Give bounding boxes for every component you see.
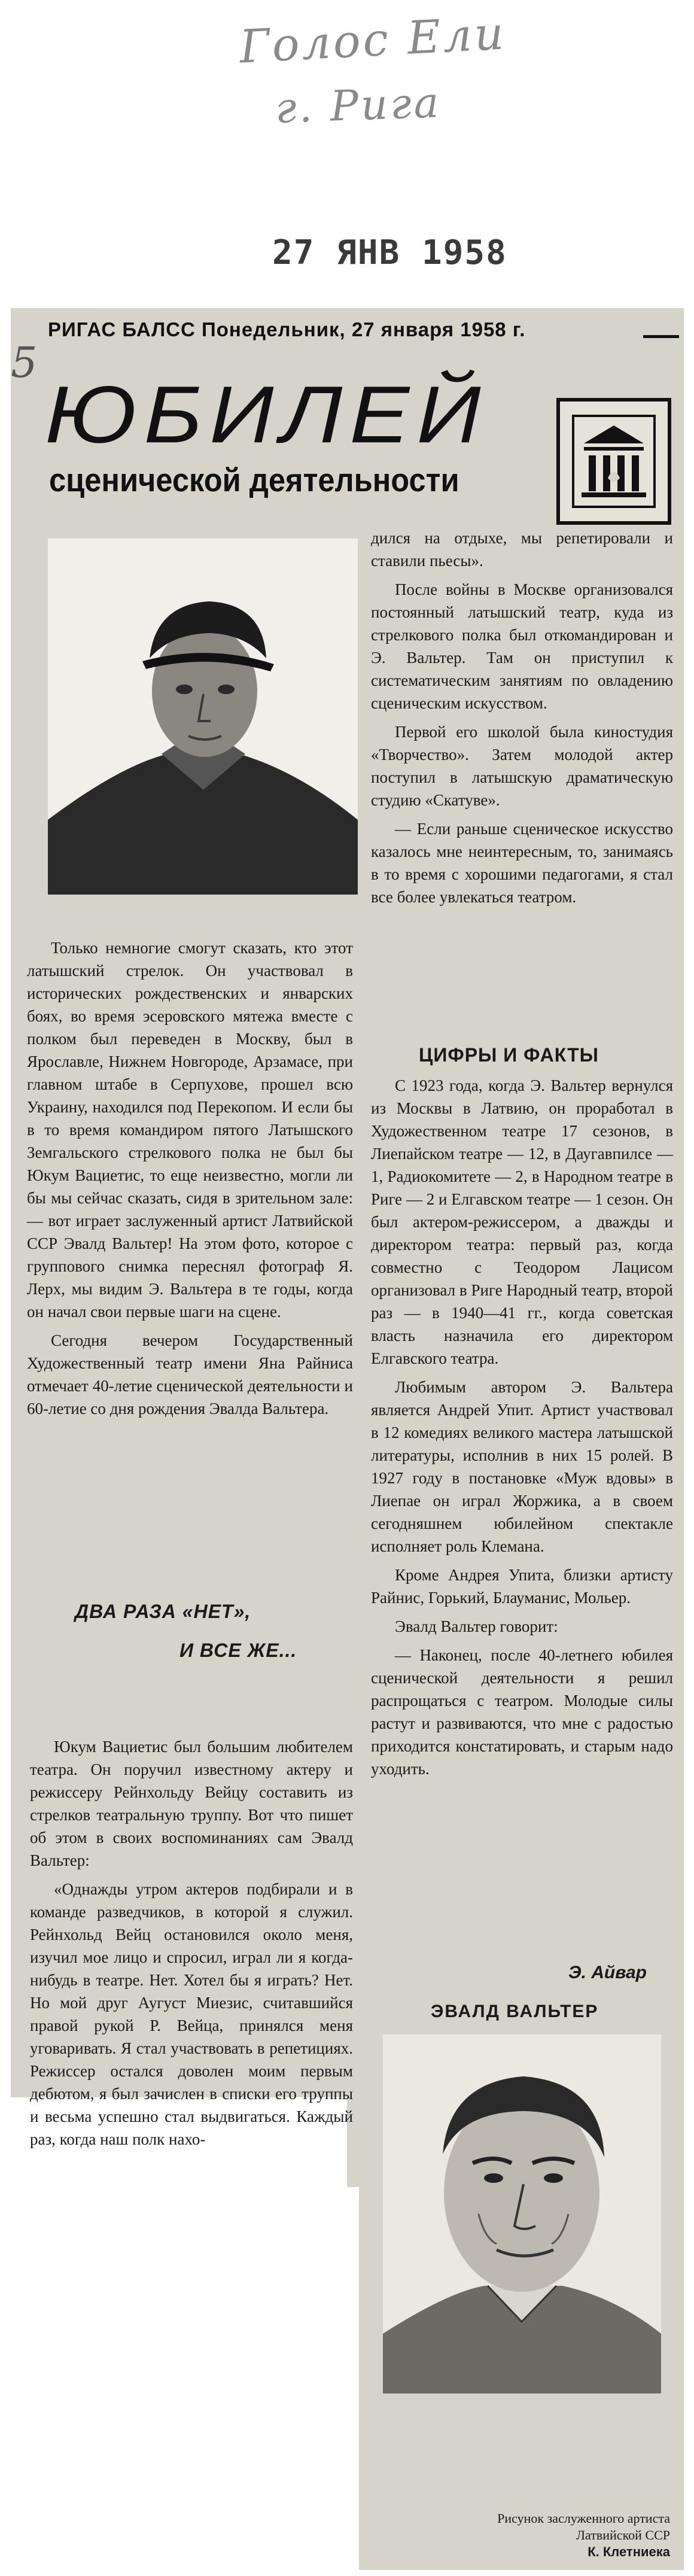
paragraph: дился на отдыхе, мы репетировали и ставили пьесы». (371, 529, 673, 570)
article-title: ЮБИЛЕЙ (45, 369, 488, 460)
paragraph: Только немногие смогут сказать, кто этот латышский стрелок. Он участвовал в исторических рождественских и январских боях, во время эсеровского мятежа вместе с полком был переведен в Москву, был в Ярославле, Нижнем Новгороде, Арзамасе, при главном штабе в Серпухове, прошел всю Украину, находился под Перекопом. И если бы в то время командиром пятого Латышского Земгальского стрелкового полка не был бы Юкум Вациетис, то еще неизвестно, могли ли бы мы сейчас сказать, сидя в зрительном зале: — вот играет заслуженный артист Латвийской ССР Эвалд Вальтер! На этом фото, которое с группового снимка переснял фотограф Я. Лерх, мы видим Э. Вальтера в те годы, когда он начал свои первые шаги на сцене. (27, 939, 353, 1321)
margin-number: 5 (11, 338, 38, 387)
paragraph: — Если раньше сценическое искусство казалось мне неинтересным, то, занимаясь в то время с хорошими педагогами, я стал все более увлекаться театром. (371, 820, 673, 906)
masthead-rule (643, 335, 679, 338)
paragraph: Эвалд Вальтер говорит: (395, 1617, 558, 1635)
article-author: Э. Айвар (568, 1963, 647, 1982)
subheading-facts: ЦИФРЫ И ФАКТЫ (419, 1044, 599, 1066)
paragraph: Любимым автором Э. Вальтера является Андрей Упит. Артист участвовал в 12 комедиях великого мастера латышской литературы, исполнив в них 15 ролей. В 1927 году в постановке «Муж вдовы» в Лиепае он играл Жоржика, а в своем сегодняшнем юбилейном спектакле исполняет роль Клемана. (371, 1378, 673, 1555)
paragraph: Первой его школой была киностудия «Творчество». Затем молодой актер поступил в латышскую драматическую студию «Скатуве». (371, 723, 673, 809)
paragraph: Юкум Вациетис был большим любителем театра. Он поручил известному актеру и режиссеру Рейнхольду Вейцу составить из стрелков театральную труппу. Вот что пишет об этом в своих воспоминаниях сам Эвалд Вальтер: (30, 1738, 353, 1869)
paragraph: Кроме Андрея Упита, близки артисту Райнис, Горький, Блауманис, Мольер. (371, 1566, 673, 1607)
portrait-heading: ЭВАЛД ВАЛЬТЕР (431, 2002, 599, 2021)
paragraph: С 1923 года, когда Э. Вальтер вернулся из Москвы в Латвию, он проработал в Художественном театре 17 сезонов, в Лиепайском театре — 12, в Даугавпилсе — 1, Радиокомитете — 2, в Народном театре в Риге — 2 и Елгавском театре — 1 сезон. Он был актером-режиссером, а дважды и директором театра: первый раз, когда совместно с Теодором Лацисом организовал в Риге Народный театр, второй раз — в 1940—41 гг., когда советская власть назначила его директором Елгавского театра. (371, 1076, 673, 1367)
soldier-photo (48, 539, 358, 895)
caption-text: Рисунок заслуженного артиста Латвийской ССР (497, 2511, 670, 2542)
paragraph: После войны в Москве организовался постоянный латышский театр, куда из стрелкового полка был откомандирован и Э. Вальтер. Там он приступил к систематическим занятиям по овладению сценическим искусством. (371, 580, 673, 712)
subheading-two-nos: ДВА РАЗА «НЕТ», (75, 1601, 251, 1622)
date-stamp: 27 ЯНВ 1958 (272, 233, 507, 272)
theatre-logo-icon (556, 398, 671, 525)
subheading-and-yet: И ВСЕ ЖЕ... (179, 1640, 297, 1661)
handwritten-source: Голос Ели (238, 6, 507, 74)
portrait-drawing (383, 2034, 661, 2393)
column-d (371, 1074, 673, 1786)
caption-artist: К. Клетниека (588, 2544, 670, 2559)
paragraph: Сегодня вечером Государственный Художественный театр имени Яна Райниса отмечает 40-летие сценической деятельности и 60-летие со дня рождения Эвалда Вальтера. (27, 1331, 353, 1418)
column-c (371, 527, 673, 914)
handwritten-city: г. Рига (274, 78, 442, 133)
column-a (27, 936, 353, 1426)
newspaper-masthead: РИГАС БАЛСС Понедельник, 27 января 1958 г. (48, 318, 526, 340)
article-subtitle: сценической деятельности (49, 461, 459, 498)
paragraph: — Наконец, после 40-летнего юбилея сценической деятельности я решил распрощаться с театром. Молодые силы растут и развиваются, что мне с радостью приходится констатировать, и старым надо уходить. (371, 1646, 673, 1778)
paragraph: «Однажды утром актеров подбирали и в команде разведчиков, в которой я служил. Рейнхольд Вейц остановился около меня, изучил мое лицо и спросил, играл ли я когда-нибудь в театре. Нет. Хотел бы я играть? Нет. Но мой друг Аугуст Миезис, считавшийся правой рукой Р. Вейца, принялся меня уговаривать. Я стал участвовать в репетициях. Режиссер остался доволен моим первым дебютом, я был зачислен в списки его труппы и весьма успешно стал выдвигаться. Каждый раз, когда наш полк нахо- (30, 1880, 353, 2148)
portrait-caption (431, 2510, 670, 2560)
column-b (30, 1735, 353, 2157)
